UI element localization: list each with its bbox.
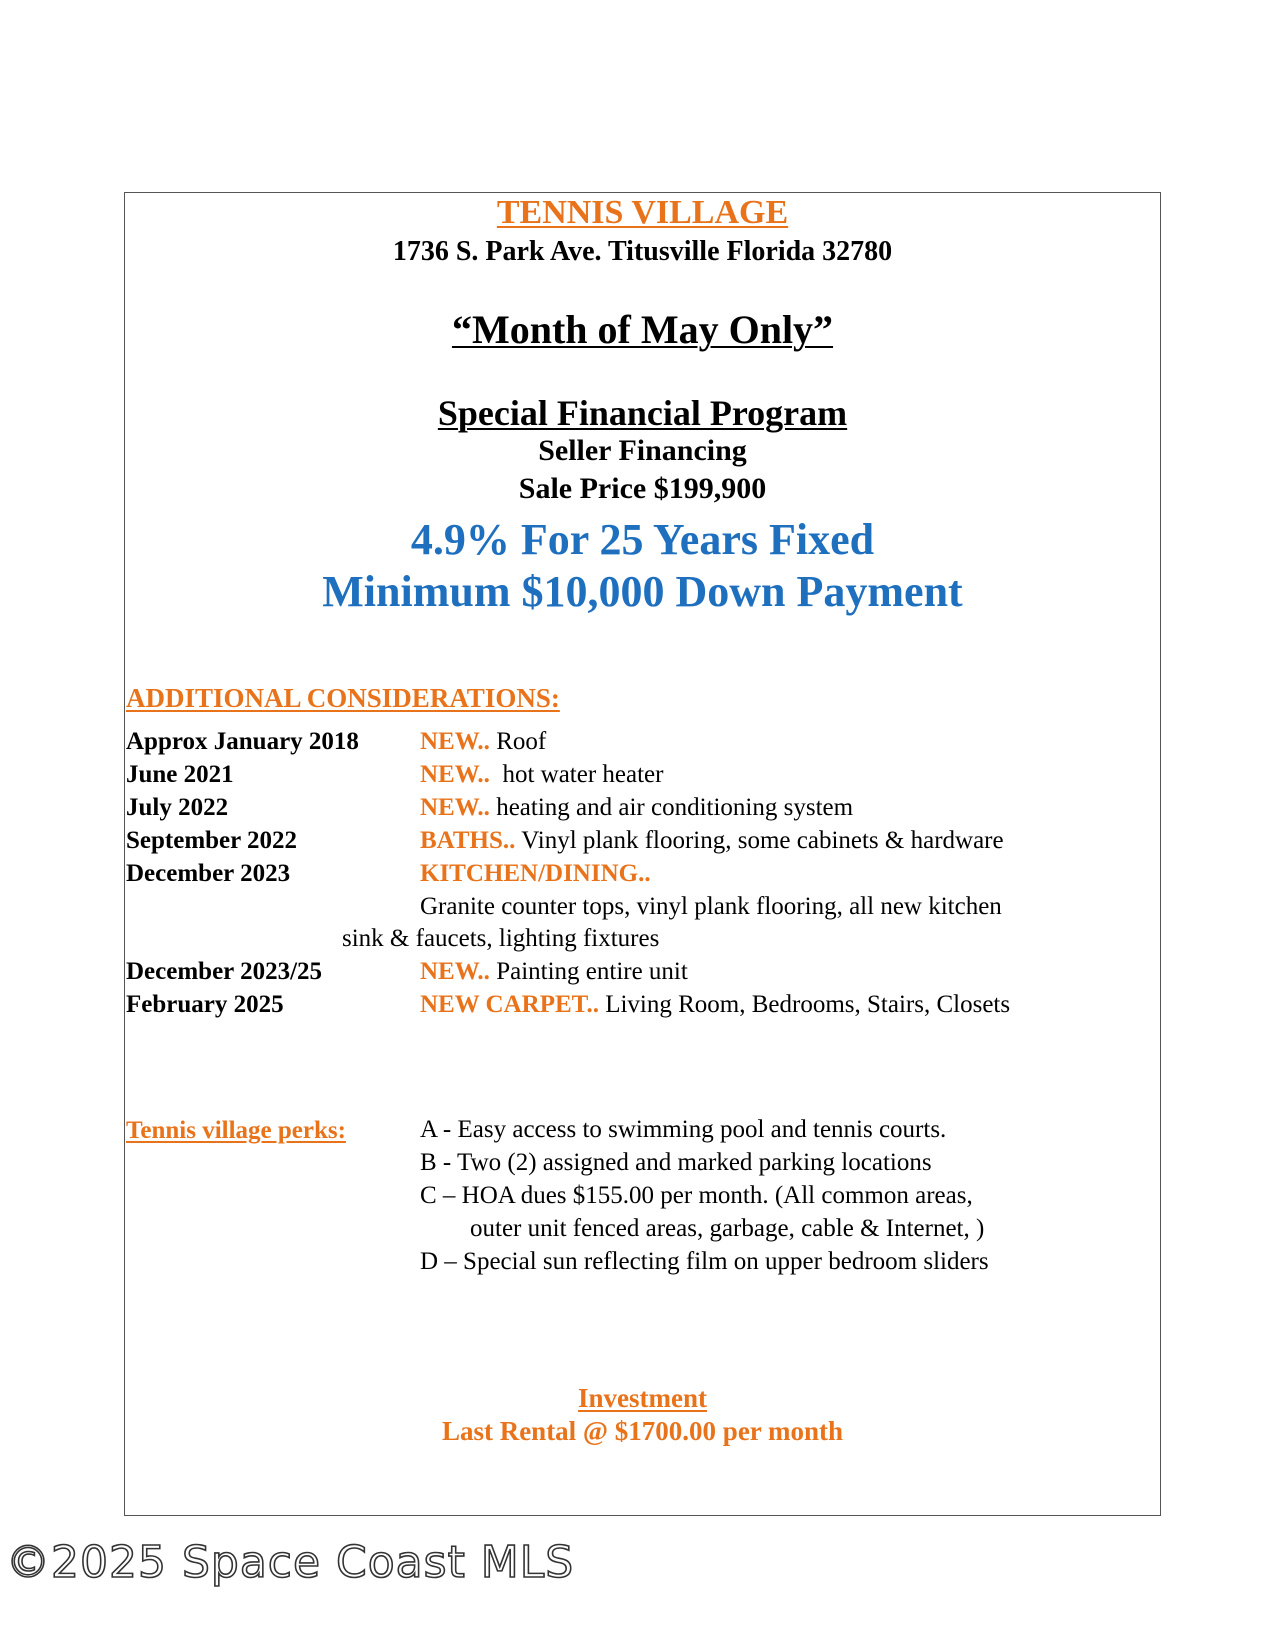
consideration-tag: NEW..	[420, 958, 490, 985]
consideration-tag: NEW CARPET..	[420, 991, 599, 1018]
promo-headline: “Month of May Only”	[451, 307, 834, 352]
consideration-text: Vinyl plank flooring, some cabinets & hardware	[515, 827, 1004, 854]
down-payment: Minimum $10,000 Down Payment	[322, 567, 963, 616]
kitchen-detail-line: Granite counter tops, vinyl plank flooring, all new kitchen	[420, 893, 1002, 920]
consideration-row	[126, 958, 1156, 990]
consideration-desc	[420, 827, 1004, 855]
consideration-tag: KITCHEN/DINING..	[420, 860, 651, 887]
last-rental: Last Rental @ $1700.00 per month	[441, 1416, 844, 1446]
consideration-text: hot water heater	[489, 761, 664, 788]
kitchen-detail-row	[126, 925, 1156, 957]
consideration-tag: BATHS..	[420, 827, 516, 854]
consideration-date: February 2025	[126, 991, 284, 1018]
consideration-tag: NEW..	[420, 794, 490, 821]
investment-heading: Investment	[578, 1383, 707, 1413]
consideration-row	[126, 794, 1156, 826]
consideration-desc	[420, 794, 853, 822]
consideration-date: September 2022	[126, 827, 298, 854]
considerations-heading: ADDITIONAL CONSIDERATIONS:	[126, 683, 560, 713]
interest-rate: 4.9% For 25 Years Fixed	[410, 515, 875, 564]
property-address: 1736 S. Park Ave. Titusville Florida 32780	[392, 236, 893, 267]
perk-item: outer unit fenced areas, garbage, cable & Internet, )	[470, 1215, 985, 1242]
perk-item: A - Easy access to swimming pool and tennis courts.	[420, 1116, 947, 1143]
consideration-date: June 2021	[126, 761, 234, 788]
perk-item: B - Two (2) assigned and marked parking locations	[420, 1149, 932, 1176]
consideration-desc	[420, 991, 1010, 1019]
consideration-text: Painting entire unit	[489, 958, 688, 985]
mls-watermark: ©2025 Space Coast MLS	[6, 1537, 575, 1588]
consideration-tag: NEW..	[420, 728, 490, 755]
consideration-desc	[420, 761, 663, 789]
consideration-date: Approx January 2018	[126, 728, 359, 755]
sale-price: Sale Price $199,900	[518, 472, 767, 505]
perk-item: C – HOA dues $155.00 per month. (All common areas,	[420, 1182, 973, 1209]
kitchen-detail-line: sink & faucets, lighting fixtures	[342, 925, 660, 952]
consideration-row	[126, 991, 1156, 1023]
consideration-date: July 2022	[126, 794, 229, 821]
consideration-desc	[420, 958, 688, 986]
seller-financing: Seller Financing	[538, 434, 747, 467]
consideration-row	[126, 761, 1156, 793]
consideration-row	[126, 860, 1156, 892]
kitchen-detail-row	[126, 893, 1156, 925]
consideration-text: Living Room, Bedrooms, Stairs, Closets	[598, 991, 1011, 1018]
consideration-desc	[420, 860, 651, 888]
perk-item: D – Special sun reflecting film on upper bedroom sliders	[420, 1248, 989, 1275]
consideration-tag: NEW..	[420, 761, 490, 788]
perks-heading: Tennis village perks:	[126, 1117, 346, 1144]
consideration-desc	[420, 728, 546, 756]
program-heading: Special Financial Program	[437, 393, 848, 433]
property-title: TENNIS VILLAGE	[496, 194, 789, 231]
consideration-date: December 2023	[126, 860, 291, 887]
consideration-text: heating and air conditioning system	[489, 794, 854, 821]
consideration-row	[126, 728, 1156, 760]
consideration-date: December 2023/25	[126, 958, 323, 985]
consideration-text: Roof	[489, 728, 547, 755]
consideration-row	[126, 827, 1156, 859]
